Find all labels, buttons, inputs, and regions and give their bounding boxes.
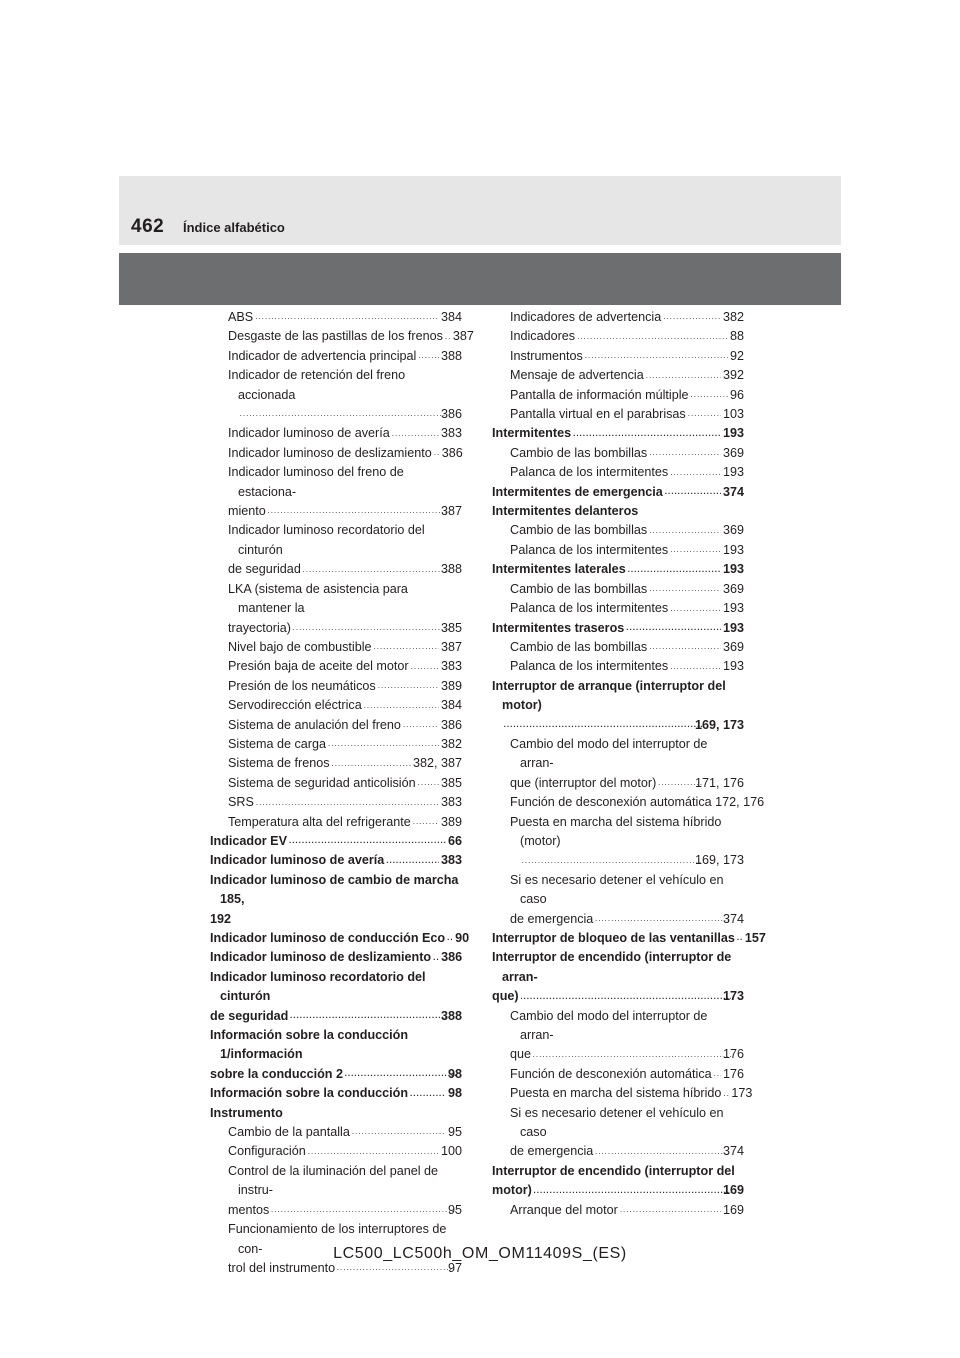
index-entry — [492, 948, 744, 1006]
entry-label: Palanca de los intermitentes — [510, 601, 669, 616]
index-entry — [210, 308, 462, 327]
index-entry — [492, 638, 744, 657]
index-entry — [492, 793, 765, 812]
entry-pages: 369 — [722, 445, 744, 460]
entry-pages: 97 — [447, 1260, 462, 1275]
index-column-right — [492, 308, 766, 1220]
index-entry — [210, 1162, 462, 1220]
leader-dots — [352, 1126, 446, 1138]
entry-label: Servodirección eléctrica — [228, 698, 362, 713]
entry-pages: 384 — [440, 698, 462, 713]
entry-label: Intermitentes traseros — [492, 620, 625, 635]
entry-pages: 173 — [722, 989, 744, 1004]
entry-pages: 374 — [722, 484, 744, 499]
entry-pages: 98 — [447, 1086, 462, 1101]
entry-label-cont: trayectoria) — [228, 620, 291, 635]
entry-continuation — [228, 1201, 462, 1220]
entry-label: Pantalla virtual en el parabrisas — [510, 407, 686, 422]
entry-label: Indicador luminoso recordatorio del cinturón — [228, 523, 425, 557]
leader-dots — [293, 622, 449, 634]
entry-label: Indicador luminoso de deslizamiento — [228, 445, 432, 460]
leader-dots — [663, 311, 721, 323]
entry-label: Indicador luminoso recordatorio del cinturón — [210, 969, 426, 1004]
entry-label-cont: de seguridad — [210, 1008, 289, 1023]
entry-continuation — [492, 1181, 744, 1200]
page-number: 462 — [131, 216, 165, 237]
leader-dots — [255, 311, 439, 323]
header-band — [119, 253, 841, 305]
entry-label: Palanca de los intermitentes — [510, 542, 669, 557]
entry-label: Indicador EV — [210, 833, 287, 848]
leader-dots — [337, 1262, 456, 1274]
entry-pages: 388 — [440, 1008, 462, 1023]
index-entry — [492, 308, 744, 327]
entry-label-cont: miento — [228, 504, 266, 519]
leader-dots — [534, 1185, 731, 1197]
index-entry — [210, 638, 462, 657]
entry-continuation — [510, 774, 744, 793]
entry-pages: 176 — [722, 1047, 744, 1062]
entry-label: Nivel bajo de combustible — [228, 639, 372, 654]
leader-dots — [646, 370, 721, 382]
index-entry — [210, 813, 462, 832]
entry-label-cont: motor) — [492, 1183, 532, 1198]
leader-dots — [714, 1068, 721, 1080]
index-entry — [492, 521, 744, 540]
entry-pages: 389 — [440, 678, 462, 693]
entry-label-cont: mentos — [228, 1202, 270, 1217]
index-entry — [210, 444, 462, 463]
entry-label: Información sobre la conducción 1/información — [210, 1028, 409, 1062]
index-entry — [210, 327, 474, 346]
index-entry — [210, 1123, 462, 1142]
leader-dots — [268, 505, 449, 517]
index-entry — [492, 929, 766, 948]
entry-label: Sistema de anulación del freno — [228, 717, 401, 732]
index-entry — [492, 580, 744, 599]
entry-pages: 369 — [722, 523, 744, 538]
entry-pages: 169, 173 — [694, 853, 744, 868]
entry-label: Indicador luminoso de avería — [210, 853, 385, 868]
entry-label: Función de desconexión automática — [510, 1066, 712, 1081]
entry-label-cont: de emergencia — [510, 911, 594, 926]
section-title: Índice alfabético — [183, 220, 285, 235]
entry-pages: 387 — [440, 504, 462, 519]
index-entry — [492, 405, 744, 424]
index-entry — [492, 1104, 744, 1162]
leader-dots — [522, 855, 703, 867]
leader-dots — [533, 1049, 731, 1061]
index-entry — [210, 774, 462, 793]
leader-dots — [595, 913, 731, 925]
entry-continuation — [210, 1007, 462, 1026]
entry-continuation — [502, 716, 744, 735]
index-entry — [492, 502, 744, 521]
entry-label: Indicador luminoso de cambio de marcha 185, — [210, 872, 459, 907]
leader-dots — [374, 641, 439, 653]
entry-label: Indicador luminoso de deslizamiento — [210, 950, 432, 965]
entry-pages: 193 — [722, 562, 744, 577]
entry-label: Instrumento — [210, 1105, 283, 1120]
leader-dots — [649, 641, 721, 653]
entry-label: LKA (sistema de asistencia para mantener la — [228, 581, 408, 616]
entry-label-cont: trol del instrumento — [228, 1260, 336, 1275]
entry-pages: 98 — [447, 1066, 462, 1081]
index-entry — [492, 657, 744, 676]
index-entry — [210, 948, 462, 967]
index-entry — [492, 366, 744, 385]
entry-continuation — [228, 619, 462, 638]
index-entry — [210, 347, 462, 366]
entry-label: Intermitentes de emergencia — [492, 484, 663, 499]
entry-label: ABS — [228, 310, 254, 324]
entry-label: Palanca de los intermitentes — [510, 659, 669, 674]
entry-continuation — [510, 1045, 744, 1064]
entry-pages: 193 — [722, 542, 744, 557]
page-header — [119, 176, 841, 245]
leader-dots — [573, 428, 721, 440]
entry-label-cont: que — [510, 1047, 532, 1062]
leader-dots — [328, 738, 439, 750]
index-entry — [210, 793, 462, 812]
entry-pages: 169 — [722, 1202, 744, 1217]
leader-dots — [628, 564, 721, 576]
entry-pages: 193 — [722, 659, 744, 674]
entry-continuation — [492, 987, 744, 1006]
leader-dots — [670, 544, 721, 556]
entry-label: Interruptor de encendido (interruptor del — [492, 1163, 735, 1178]
index-entry — [492, 327, 744, 346]
entry-pages: 374 — [722, 911, 744, 926]
leader-dots — [585, 350, 728, 362]
entry-pages: 386 — [440, 407, 462, 422]
entry-label: Instrumentos — [510, 348, 583, 363]
index-entry — [210, 521, 462, 579]
leader-dots — [620, 1204, 721, 1216]
entry-label: Indicadores de advertencia — [510, 310, 662, 324]
index-entry — [492, 619, 744, 638]
entry-label-cont: de emergencia — [510, 1144, 594, 1159]
entry-pages: 388 — [440, 348, 462, 363]
entry-label: Desgaste de las pastillas de los frenos — [228, 329, 443, 344]
leader-dots — [626, 622, 721, 634]
entry-pages: 173 — [731, 1086, 753, 1101]
entry-pages: 193 — [722, 620, 744, 635]
entry-label: Presión baja de aceite del motor — [228, 659, 409, 674]
entry-pages: 66 — [447, 833, 462, 848]
index-entry — [210, 735, 462, 754]
leader-dots — [670, 467, 721, 479]
index-entry — [210, 424, 462, 443]
entry-continuation — [228, 502, 462, 521]
entry-label: Sistema de carga — [228, 736, 327, 751]
leader-dots — [447, 932, 453, 944]
entry-continuation — [210, 910, 462, 929]
entry-label: Indicador luminoso del freno de estaciona- — [228, 465, 404, 499]
leader-dots — [240, 408, 449, 420]
index-entry — [492, 599, 744, 618]
leader-dots — [665, 486, 721, 498]
leader-dots — [521, 991, 731, 1003]
index-entry — [210, 657, 462, 676]
entry-label: Interruptor de bloqueo de las ventanillas — [492, 931, 735, 945]
leader-dots — [386, 855, 439, 867]
entry-pages: 171, 176 — [694, 775, 744, 790]
index-entry — [210, 851, 462, 870]
leader-dots — [670, 661, 721, 673]
index-entry — [210, 871, 462, 929]
entry-label: Función de desconexión automática 172, 176 — [510, 795, 765, 810]
entry-pages: 387 — [440, 639, 462, 654]
entry-pages: 383 — [440, 853, 462, 868]
entry-label: Intermitentes — [492, 426, 572, 441]
entry-label: Control de la iluminación del panel de instru- — [228, 1163, 439, 1198]
entry-label: Indicador luminoso de conducción Eco — [210, 931, 446, 945]
entry-continuation — [510, 910, 744, 929]
entry-pages: 387 — [452, 329, 474, 344]
entry-pages: 385 — [440, 775, 462, 790]
entry-pages: 385 — [440, 620, 462, 635]
index-entry — [492, 1007, 744, 1065]
document-code: LC500_LC500h_OM_OM11409S_(ES) — [333, 1245, 627, 1262]
entry-label: Intermitentes delanteros — [492, 504, 639, 519]
index-entry — [210, 696, 462, 715]
leader-dots — [332, 758, 411, 770]
leader-dots — [649, 447, 721, 459]
entry-label-cont: sobre la conducción 2 — [210, 1066, 343, 1081]
index-entry — [492, 386, 744, 405]
leader-dots — [290, 1010, 449, 1022]
entry-pages: 169, 173 — [694, 717, 744, 732]
leader-dots — [303, 564, 449, 576]
index-entry — [210, 463, 462, 521]
entry-label: Cambio de la pantalla — [228, 1125, 350, 1140]
entry-continuation — [228, 560, 462, 579]
entry-pages: 374 — [722, 1144, 744, 1159]
entry-pages: 389 — [440, 814, 462, 829]
index-entry — [492, 871, 744, 929]
leader-dots — [256, 797, 439, 809]
index-entry — [492, 1084, 753, 1103]
entry-pages: 157 — [744, 931, 766, 945]
leader-dots — [413, 816, 439, 828]
entry-label: Interruptor de arranque (interruptor del motor) — [492, 678, 726, 713]
leader-dots — [649, 583, 721, 595]
entry-pages: 95 — [447, 1202, 462, 1217]
index-entry — [492, 444, 744, 463]
leader-dots — [364, 700, 439, 712]
entry-continuation — [520, 851, 744, 870]
entry-pages: 369 — [722, 581, 744, 596]
entry-label: Presión de los neumáticos — [228, 678, 376, 693]
index-entry — [492, 560, 744, 579]
entry-label: Puesta en marcha del sistema híbrido (motor) — [510, 814, 722, 848]
leader-dots — [504, 719, 703, 731]
leader-dots — [345, 1068, 456, 1080]
entry-pages: 176 — [722, 1066, 744, 1081]
entry-pages: 382, 387 — [412, 756, 462, 771]
entry-pages: 392 — [722, 368, 744, 383]
index-entry — [210, 580, 462, 638]
entry-label-cont: que) — [492, 989, 519, 1004]
leader-dots — [723, 1088, 729, 1100]
entry-label: Indicador luminoso de avería — [228, 426, 390, 441]
leader-dots — [670, 603, 721, 615]
entry-label: Configuración — [228, 1144, 306, 1159]
index-entry — [210, 968, 462, 1026]
entry-continuation — [210, 1065, 462, 1084]
index-entry — [210, 366, 462, 424]
entry-label: Funcionamiento de los interruptores de con- — [228, 1222, 447, 1256]
leader-dots — [403, 719, 439, 731]
entry-pages: 92 — [729, 348, 744, 363]
leader-dots — [691, 389, 728, 401]
index-entry — [492, 463, 744, 482]
entry-label: SRS — [228, 795, 254, 810]
entry-pages: 88 — [729, 329, 744, 344]
index-entry — [492, 1065, 744, 1084]
leader-dots — [433, 952, 439, 964]
entry-label: Intermitentes laterales — [492, 562, 626, 577]
index-entry — [492, 1201, 744, 1220]
index-entry — [492, 735, 744, 793]
entry-label-cont: que (interruptor del motor) — [510, 775, 657, 790]
entry-pages: 193 — [722, 601, 744, 616]
entry-label: Cambio de las bombillas — [510, 523, 648, 538]
entry-label: Si es necesario detener el vehículo en caso — [510, 1105, 724, 1140]
leader-dots — [289, 835, 446, 847]
entry-continuation — [510, 1142, 744, 1161]
entry-label: Si es necesario detener el vehículo en caso — [510, 872, 724, 907]
entry-pages: 383 — [440, 426, 462, 441]
entry-pages: 386 — [441, 950, 463, 965]
index-entry — [210, 1026, 462, 1084]
entry-pages: 193 — [722, 465, 744, 480]
entry-pages: 383 — [440, 795, 462, 810]
index-entry — [210, 677, 462, 696]
entry-label: Arranque del motor — [510, 1202, 618, 1217]
entry-pages: 193 — [722, 426, 744, 441]
entry-pages: 388 — [440, 562, 462, 577]
index-entry — [210, 1104, 462, 1123]
entry-label: Interruptor de encendido (interruptor de arran- — [492, 950, 732, 984]
leader-dots — [308, 1146, 439, 1158]
entry-label: Cambio de las bombillas — [510, 581, 648, 596]
entry-pages: 96 — [729, 387, 744, 402]
entry-pages: 90 — [455, 931, 470, 945]
leader-dots — [271, 1204, 456, 1216]
leader-dots — [649, 525, 721, 537]
entry-pages: 386 — [441, 445, 463, 460]
index-entry — [492, 541, 744, 560]
entry-pages: 386 — [440, 717, 462, 732]
index-entry — [210, 1084, 462, 1103]
entry-pages: 382 — [722, 310, 744, 324]
entry-label: Mensaje de advertencia — [510, 368, 644, 383]
index-entry — [210, 716, 462, 735]
entry-label: Información sobre la conducción — [210, 1086, 409, 1101]
entry-label: Cambio del modo del interruptor de arran- — [510, 736, 708, 771]
index-entry — [492, 813, 744, 871]
leader-dots — [418, 350, 439, 362]
entry-label: Indicador de retención del freno accionada — [228, 368, 406, 402]
entry-pages: 103 — [722, 407, 744, 422]
index-entry — [492, 1162, 744, 1201]
leader-dots — [688, 408, 721, 420]
entry-label: Palanca de los intermitentes — [510, 465, 669, 480]
entry-continuation — [238, 405, 462, 424]
entry-pages: 95 — [447, 1125, 462, 1140]
entry-label: Temperatura alta del refrigerante — [228, 814, 411, 829]
index-entry — [210, 754, 462, 773]
entry-pages: 382 — [440, 736, 462, 751]
entry-label: Cambio de las bombillas — [510, 445, 648, 460]
index-entry — [492, 424, 744, 443]
leader-dots — [392, 428, 439, 440]
leader-dots — [445, 331, 451, 343]
entry-pages: 169 — [722, 1183, 744, 1198]
entry-label-cont: de seguridad — [228, 562, 301, 577]
leader-dots — [378, 680, 439, 692]
leader-dots — [434, 447, 440, 459]
index-entry — [492, 347, 744, 366]
entry-label: Indicadores — [510, 329, 576, 344]
entry-label: Sistema de frenos — [228, 756, 330, 771]
index-entry — [492, 483, 744, 502]
entry-label: Cambio de las bombillas — [510, 639, 648, 654]
index-entry — [210, 1142, 462, 1161]
entry-pages: 383 — [440, 659, 462, 674]
entry-label: Puesta en marcha del sistema híbrido — [510, 1086, 722, 1101]
leader-dots — [418, 777, 439, 789]
leader-dots — [410, 1088, 446, 1100]
index-entry — [492, 677, 744, 735]
entry-label-cont: 192 — [210, 911, 232, 926]
index-entry — [210, 929, 470, 948]
index-column-left — [210, 308, 474, 1278]
leader-dots — [577, 331, 728, 343]
leader-dots — [411, 661, 439, 673]
entry-label: Pantalla de información múltiple — [510, 387, 689, 402]
entry-pages: 384 — [440, 310, 462, 324]
entry-label: Indicador de advertencia principal — [228, 348, 417, 363]
leader-dots — [595, 1146, 731, 1158]
leader-dots — [737, 932, 743, 944]
entry-pages: 369 — [722, 639, 744, 654]
index-entry — [210, 832, 462, 851]
entry-label: Sistema de seguridad anticolisión — [228, 775, 416, 790]
entry-pages: 100 — [440, 1144, 462, 1159]
entry-label: Cambio del modo del interruptor de arran- — [510, 1008, 708, 1043]
